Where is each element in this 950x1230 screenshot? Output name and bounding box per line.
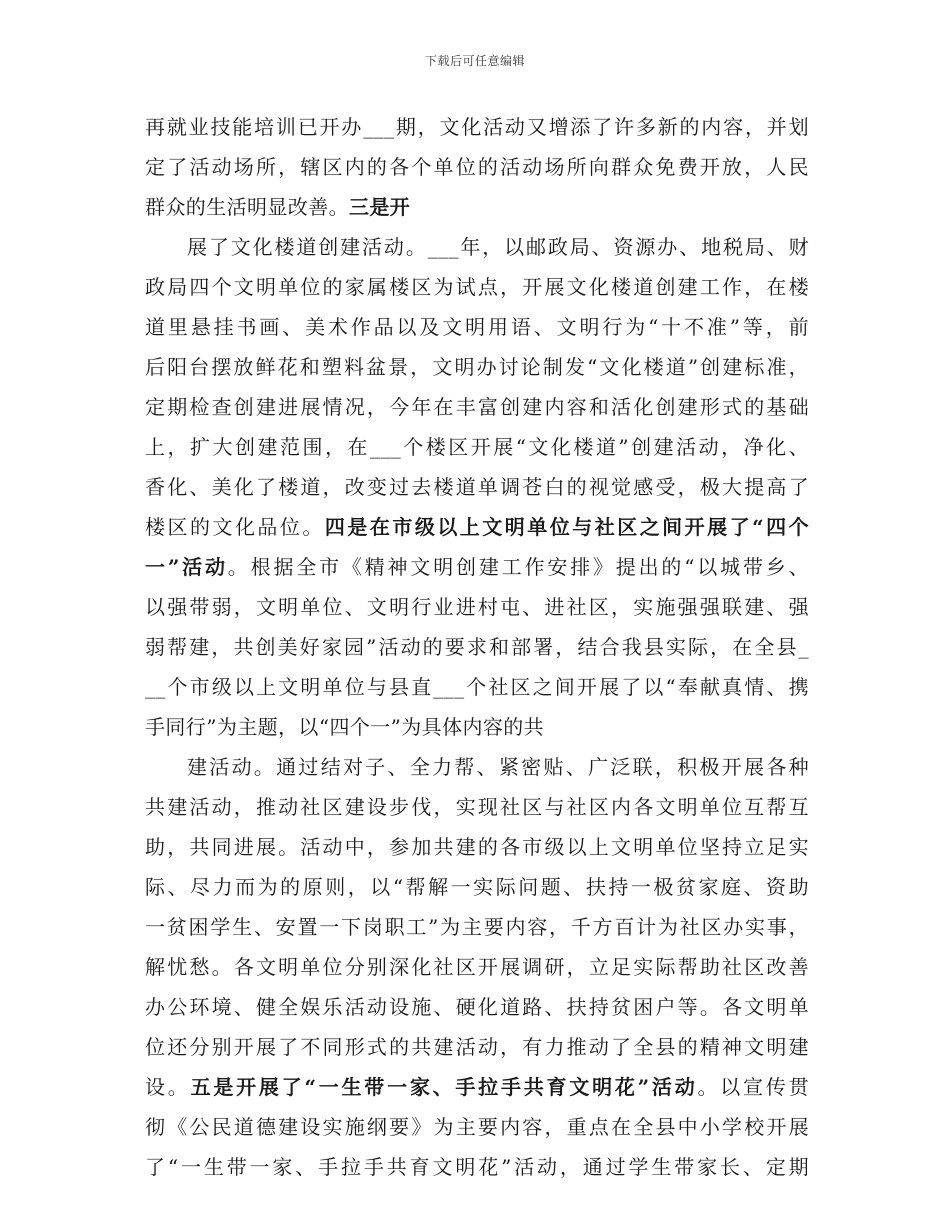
text-segment: 定了活动场所，辖区内的各个单位的活动场所向群众免费开放，人民	[145, 155, 809, 179]
text-segment: 展了文化楼道创建活动。___年，以邮政局、资源办、地税局、财	[187, 235, 809, 259]
text-line	[145, 947, 809, 987]
text-line	[145, 227, 809, 267]
text-segment: 设。	[145, 1075, 191, 1099]
text-segment: 后阳台摆放鲜花和塑料盆景，文明办讨论制发“文化楼道”创建标准，	[145, 355, 809, 379]
text-line	[145, 667, 809, 707]
text-line	[145, 987, 809, 1027]
text-line	[145, 107, 809, 147]
text-segment: 弱帮建，共创美好家园”活动的要求和部署，结合我县实际，在全县_	[145, 635, 809, 659]
text-segment: 际、尽力而为的原则，以“帮解一实际问题、扶持一极贫家庭、资助	[145, 875, 809, 899]
text-line	[145, 1067, 809, 1107]
text-line	[145, 147, 809, 187]
bold-text-segment: 一”活动	[145, 555, 228, 579]
text-segment: 以强带弱，文明单位、文明行业进村屯、进社区，实施强强联建、强	[145, 595, 809, 619]
text-segment: 香化、美化了楼道，改变过去楼道单调苍白的视觉感受，极大提高了	[145, 475, 809, 499]
text-segment: 政局四个文明单位的家属楼区为试点，开展文化楼道创建工作，在楼	[145, 275, 809, 299]
document-body	[145, 107, 809, 1187]
text-line	[145, 907, 809, 947]
text-segment: 位还分别开展了不同形式的共建活动，有力推动了全县的精神文明建	[145, 1035, 809, 1059]
text-segment: 解忧愁。各文明单位分别深化社区开展调研，立足实际帮助社区改善	[145, 955, 809, 979]
text-segment: 办公环境、健全娱乐活动设施、硬化道路、扶持贫困户等。各文明单	[145, 995, 809, 1019]
text-segment: __个市级以上文明单位与县直___个社区之间开展了以“奉献真情、携	[145, 675, 809, 699]
text-line	[145, 587, 809, 627]
text-segment: 楼区的文化品位。	[145, 515, 325, 539]
text-segment: 助，共同进展。活动中，参加共建的各市级以上文明单位坚持立足实	[145, 835, 809, 859]
text-segment: 手同行”为主题，以“四个一”为具体内容的共	[145, 715, 545, 739]
text-segment: 。根据全市《精神文明创建工作安排》提出的“以城带乡、	[227, 555, 809, 579]
text-line	[145, 1027, 809, 1067]
text-line	[145, 347, 809, 387]
bold-text-segment: 三是开	[349, 195, 411, 219]
text-segment: 彻《公民道德建设实施纲要》为主要内容，重点在全县中小学校开展	[145, 1115, 809, 1139]
bold-text-segment: 四是在市级以上文明单位与社区之间开展了“四个	[324, 515, 809, 539]
text-line	[145, 747, 809, 787]
text-segment: 一贫困学生、安置一下岗职工”为主要内容，千方百计为社区办实事，	[145, 915, 809, 939]
text-line	[145, 1147, 809, 1187]
text-line	[145, 427, 809, 467]
bold-text-segment: 五是开展了“一生带一家、手拉手共育文明花”活动	[190, 1075, 698, 1099]
page-header: 下载后可任意编辑	[424, 54, 525, 68]
text-segment: 。以宣传贯	[697, 1075, 809, 1099]
text-line	[145, 547, 809, 587]
text-segment: 定期检查创建进展情况，今年在丰富创建内容和活化创建形式的基础	[145, 395, 809, 419]
text-line	[145, 827, 809, 867]
text-line	[145, 867, 809, 907]
text-segment: 共建活动，推动社区建设步伐，实现社区与社区内各文明单位互帮互	[145, 795, 809, 819]
text-segment: 群众的生活明显改善。	[145, 195, 349, 219]
text-segment: 道里悬挂书画、美术作品以及文明用语、文明行为“十不准”等，前	[145, 315, 809, 339]
text-line	[145, 467, 809, 507]
text-line	[145, 187, 809, 227]
text-line	[145, 787, 809, 827]
text-line	[145, 1107, 809, 1147]
text-line	[145, 507, 809, 547]
text-line	[145, 707, 809, 747]
text-segment: 上，扩大创建范围，在___个楼区开展“文化楼道”创建活动，净化、	[145, 435, 809, 459]
text-segment: 建活动。通过结对子、全力帮、紧密贴、广泛联，积极开展各种	[187, 755, 809, 779]
text-line	[145, 627, 809, 667]
text-segment: 再就业技能培训已开办___期，文化活动又增添了许多新的内容，并划	[145, 115, 809, 139]
text-line	[145, 267, 809, 307]
text-line	[145, 387, 809, 427]
text-segment: 了“一生带一家、手拉手共育文明花”活动，通过学生带家长、定期	[145, 1155, 809, 1179]
text-line	[145, 307, 809, 347]
